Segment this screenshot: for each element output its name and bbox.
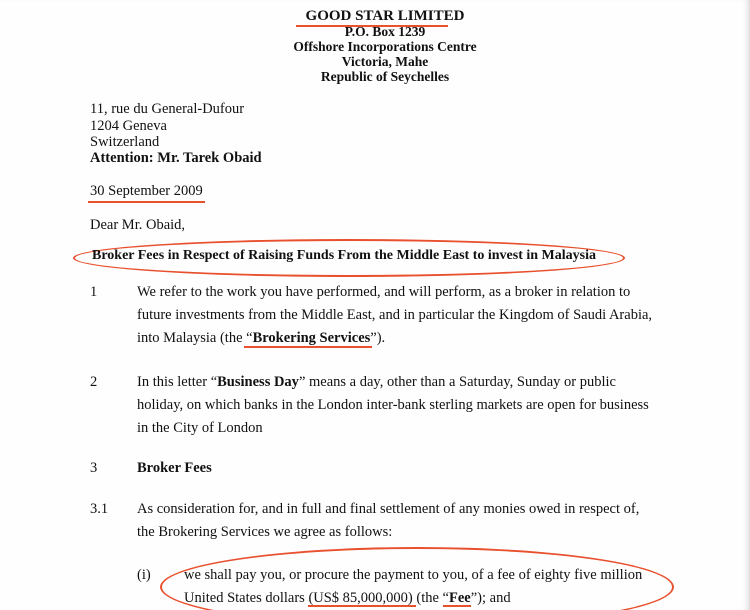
- item-i-line-1: we shall pay you, or procure the payment to you, of a fee of eighty five million: [184, 567, 643, 583]
- paragraph-2-line-1: [137, 371, 649, 394]
- brokering-services-term: Brokering Services: [252, 330, 371, 346]
- section-3-number: 3: [90, 460, 98, 476]
- company-country: Republic of Seychelles: [320, 69, 450, 84]
- brokering-services-underline: [244, 346, 372, 348]
- business-day-term: Business Day: [217, 374, 299, 390]
- paragraph-3-1: [137, 498, 639, 544]
- letter-date: 30 September 2009: [90, 183, 203, 199]
- po-box: P.O. Box 1239: [344, 24, 426, 39]
- fee-term-underline: [443, 605, 471, 607]
- recipient-postal: 1204 Geneva: [90, 118, 167, 134]
- fee-term: Fee: [449, 590, 471, 606]
- paragraph-1-line-3-pre: into Malaysia (the “: [137, 330, 253, 346]
- paragraph-1-number: 1: [90, 284, 98, 300]
- attention-line: Attention: Mr. Tarek Obaid: [90, 150, 262, 166]
- item-i: [184, 564, 642, 610]
- recipient-street: 11, rue du General-Dufour: [90, 101, 245, 117]
- paragraph-2: [137, 371, 649, 440]
- section-3-heading: Broker Fees: [137, 460, 212, 476]
- subject-line: Broker Fees in Respect of Raising Funds From the Middle East to invest in Malaysia: [92, 248, 596, 263]
- recipient-country: Switzerland: [90, 134, 160, 150]
- paragraph-3-1-number: 3.1: [90, 501, 109, 517]
- paragraph-3-1-line-2: the Brokering Services we agree as follows:: [137, 524, 393, 540]
- fee-amount-underline: [308, 605, 416, 607]
- paragraph-2-line-2: holiday, on which banks in the London inter-bank sterling markets are open for business: [137, 397, 649, 413]
- item-i-number: (i): [137, 567, 151, 583]
- company-name: GOOD STAR LIMITED: [305, 8, 465, 24]
- company-city: Victoria, Mahe: [341, 54, 429, 69]
- item-i-line-2-post: ”); and: [470, 590, 511, 606]
- paragraph-1-line-1: We refer to the work you have performed, and will perform, as a broker in relation to: [137, 284, 631, 300]
- paragraph-2-number: 2: [90, 374, 98, 390]
- incorporation-centre: Offshore Incorporations Centre: [293, 39, 477, 54]
- paragraph-1-line-3-post: ”).: [370, 330, 386, 346]
- paragraph-1: [137, 281, 652, 350]
- paragraph-3-1-line-1: As consideration for, and in full and final settlement of any monies owed in respect of,: [137, 501, 640, 517]
- paragraph-1-line-3: [137, 327, 652, 350]
- paragraph-2-line-1-post: ” means a day, other than a Saturday, Sunday or public: [298, 374, 616, 390]
- item-i-line-2-pre: United States dollars (US$ 85,000,000) (the “: [184, 590, 449, 606]
- paragraph-1-line-2: future investments from the Middle East, and in particular the Kingdom of Saudi Arabia,: [137, 307, 653, 323]
- date-underline: [88, 201, 205, 203]
- paragraph-2-line-1-pre: In this letter “: [137, 374, 218, 390]
- paragraph-2-line-3: in the City of London: [137, 420, 263, 436]
- salutation: Dear Mr. Obaid,: [90, 217, 186, 233]
